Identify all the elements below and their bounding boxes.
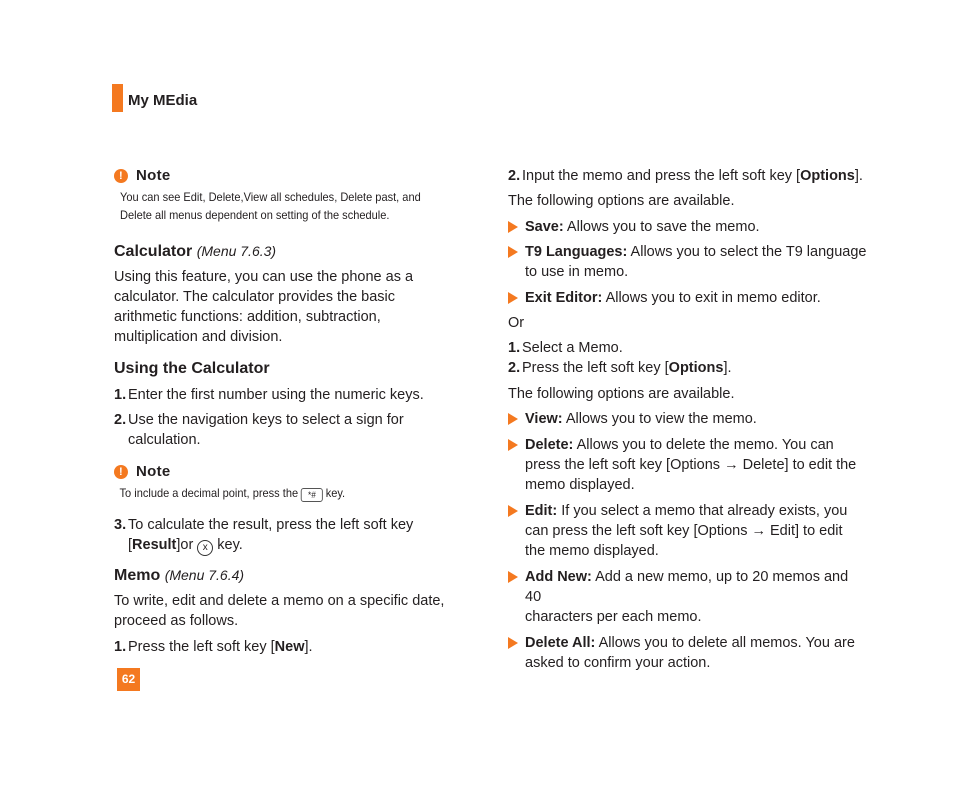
bullet-item: View: Allows you to view the memo. xyxy=(508,409,868,429)
section-title: My MEdia xyxy=(128,92,198,109)
note-1 xyxy=(114,167,447,224)
options-intro: The following options are available. xyxy=(508,193,735,209)
step-item: 3. To calculate the result, press the left soft key [Result]or x key. xyxy=(114,515,474,556)
triangle-bullet-icon xyxy=(508,439,518,451)
triangle-bullet-icon xyxy=(508,413,518,425)
memo-description: To write, edit and delete a memo on a specific date, proceed as follows. xyxy=(114,593,445,629)
triangle-bullet-icon xyxy=(508,571,518,583)
calculator-heading: Calculator (Menu 7.6.3) xyxy=(114,243,277,260)
or-text: Or xyxy=(508,315,525,331)
step-item: 1. Press the left soft key [New]. xyxy=(114,639,313,655)
bullet-item: T9 Languages: Allows you to select the T9 language to use in memo. xyxy=(508,242,868,282)
bullet-item: Exit Editor: Allows you to exit in memo editor. xyxy=(508,288,868,308)
triangle-bullet-icon xyxy=(508,246,518,258)
bullet-item: Delete All: Allows you to delete all memos. You are asked to confirm your action. xyxy=(508,633,868,673)
note-text-line: To include a decimal point, press the *# key. xyxy=(119,486,346,500)
note-2 xyxy=(114,463,365,502)
triangle-bullet-icon xyxy=(508,505,518,517)
memo-section xyxy=(114,567,474,657)
triangle-bullet-icon xyxy=(508,221,518,233)
step-item: 1. Enter the first number using the numeric keys. xyxy=(114,387,424,403)
bullet-item: Delete: Allows you to delete the memo. You can press the left soft key [Options → Delete] to edit the memo displayed. xyxy=(508,435,868,495)
page-number: 62 xyxy=(117,668,140,691)
step-item: 1. Select a Memo. xyxy=(508,340,623,356)
exclamation-icon: ! xyxy=(114,169,128,183)
bullet-item: Save: Allows you to save the memo. xyxy=(508,217,868,237)
bullet-item: Add New: Add a new memo, up to 20 memos and 40 characters per each memo. xyxy=(508,567,868,627)
section-tab-marker xyxy=(112,84,123,112)
note-label: Note xyxy=(136,167,171,184)
using-calculator-section xyxy=(114,360,474,450)
using-calculator-heading: Using the Calculator xyxy=(114,360,270,377)
options-intro: The following options are available. xyxy=(508,386,735,402)
memo-heading: Memo (Menu 7.6.4) xyxy=(114,567,245,584)
bullet-item: Edit: If you select a memo that already exists, you can press the left soft key [Options → Edit] to edit the memo displayed. xyxy=(508,501,868,561)
star-hash-key-icon: *# xyxy=(301,488,323,502)
note-text-line: Delete all menus dependent on setting of the schedule. xyxy=(120,208,390,222)
step-item: 2. Press the left soft key [Options]. xyxy=(508,360,732,376)
triangle-bullet-icon xyxy=(508,292,518,304)
step-item: 2. Input the memo and press the left soft key [Options]. xyxy=(508,168,863,184)
step-item: 2. Use the navigation keys to select a sign for calculation. xyxy=(114,412,404,448)
right-column xyxy=(508,166,868,673)
calculator-section xyxy=(114,243,474,347)
calculator-description: Using this feature, you can use the phone as a calculator. The calculator provides the basic arithmetic functions: addition, subtraction, multiplication and division. xyxy=(114,269,414,345)
note-text-line: You can see Edit, Delete,View all schedules, Delete past, and xyxy=(120,190,421,204)
triangle-bullet-icon xyxy=(508,637,518,649)
end-key-icon: x xyxy=(197,540,213,556)
note-label: Note xyxy=(136,463,171,480)
exclamation-icon: ! xyxy=(114,465,128,479)
